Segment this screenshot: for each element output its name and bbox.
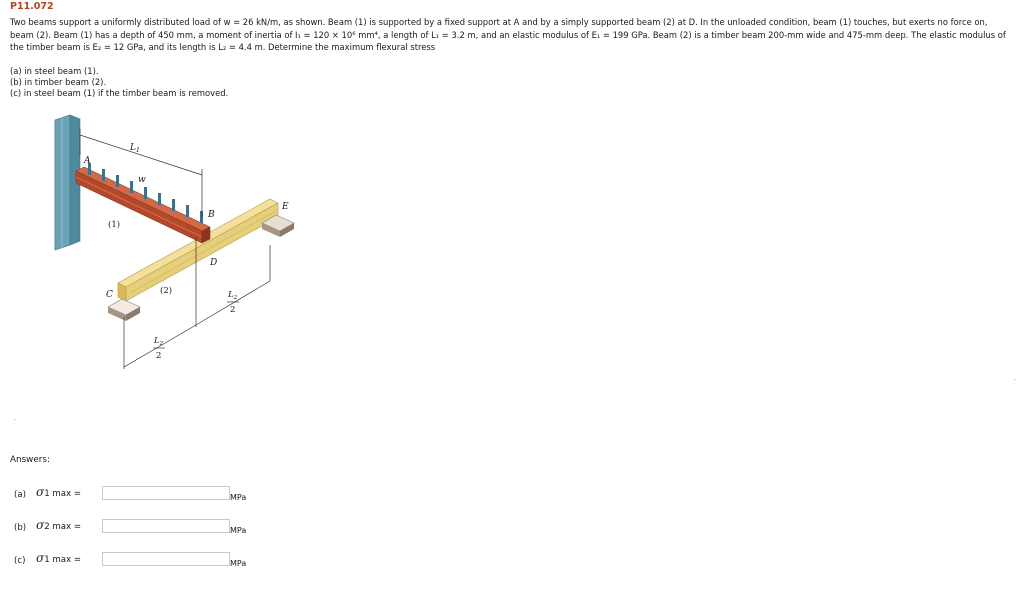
beam-figure [40, 105, 300, 375]
answer-unit: MPa [230, 493, 247, 502]
problem-statement: Two beams support a uniformly distributed load of w = 26 kN/m, as shown. Beam (1) is supported by a fixed support at A and by a simply supported beam (2) at D. In the unloaded condition, beam (1) touches, but exerts no force on, beam (2). Beam (1) has a depth of 450 mm, a moment of inertia of I₁ = 120 × 10⁶ mm⁴, a length of L₁ = 3.2 m, and an elastic modulus of E₁ = 199 GPa. Beam (2) is a timber beam 200-mm wide and 475-mm deep. The elastic modulus of the timber beam is E₂ = 12 GPa, and its length is L₂ = 4.4 m. Determine the maximum flexural stress [10, 17, 1006, 53]
answer-symbol: σ2 max = [36, 518, 82, 532]
svg-text:2: 2 [230, 305, 236, 315]
part-b-text: (b) in timber beam (2). [10, 77, 107, 87]
problem-parts [10, 66, 228, 99]
part-c-text: (c) in steel beam (1) if the timber beam is removed. [10, 88, 229, 98]
label-e: E [282, 202, 289, 212]
part-a-text: (a) in steel beam (1). [10, 66, 99, 76]
answer-part-label: (a) [14, 490, 26, 500]
label-c: C [106, 290, 113, 300]
label-l1: $L_1$ [130, 143, 140, 154]
answer-input-a[interactable] [102, 486, 230, 500]
answer-input-c[interactable] [102, 552, 230, 566]
label-l2-half-left [153, 336, 165, 361]
stray-mark: · [14, 416, 17, 424]
label-w: w [138, 175, 146, 185]
answer-part-label: (b) [14, 523, 27, 533]
problem-title: P11.072 [10, 1, 54, 12]
svg-text:2: 2 [156, 351, 162, 361]
answer-input-b[interactable] [102, 519, 230, 533]
answer-unit: MPa [230, 526, 247, 535]
label-a: A [84, 156, 91, 166]
answer-unit: MPa [230, 559, 247, 568]
answer-symbol: σ1 max = [36, 551, 82, 565]
answer-part-label: (c) [14, 556, 26, 566]
dimension-lines [80, 129, 270, 369]
label-beam-2: (2) [160, 286, 173, 296]
label-d: D [210, 258, 218, 268]
answer-symbol: σ1 max = [36, 485, 82, 499]
stray-mark: · [1014, 376, 1017, 384]
label-b: B [208, 210, 215, 220]
label-l2-half-right [227, 290, 239, 315]
svg-text:L2: $L_2$ [154, 336, 164, 347]
answers-title: Answers: [10, 455, 50, 465]
svg-text:L2: $L_2$ [228, 290, 238, 301]
label-beam-1: (1) [108, 220, 121, 230]
